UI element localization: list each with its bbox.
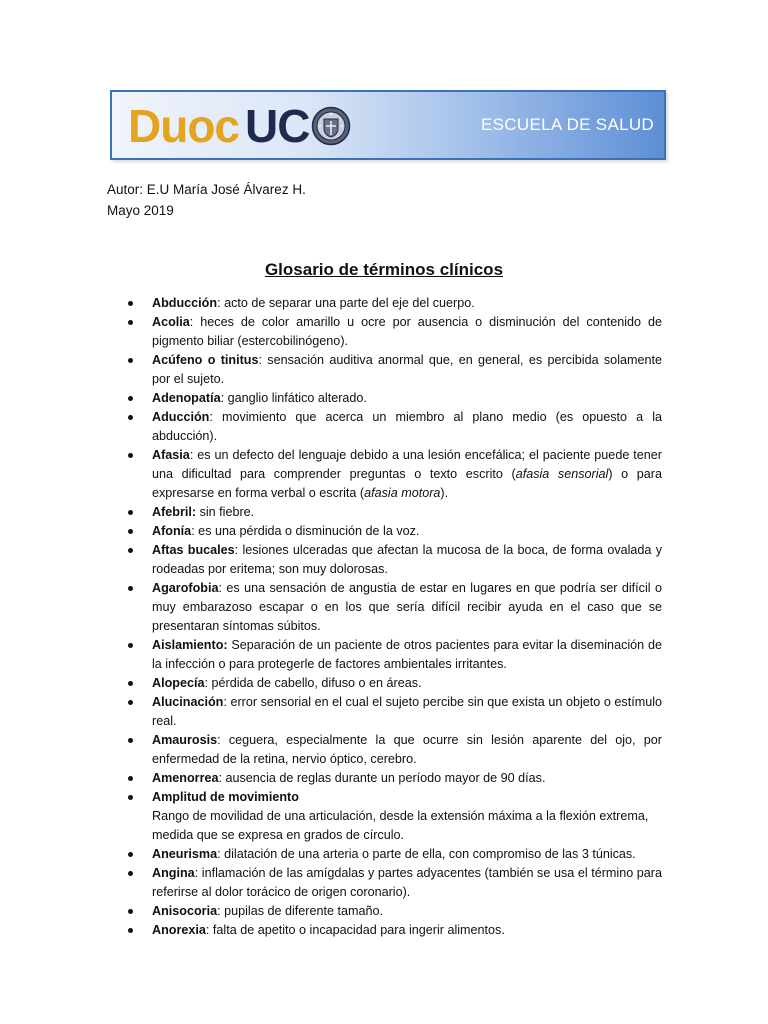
glossary-definition: : lesiones ulceradas que afectan la mucosa de la boca, de forma ovalada y rodeadas por eritema; son muy dolorosas. [152,543,663,576]
glossary-definition: : es una sensación de angustia de estar en lugares en que podría ser difícil o muy embarazoso escapar o en los que sería difícil recibir ayuda en el caso que se presentaran síntomas súbitos. [152,581,662,633]
bullet-icon [128,738,133,743]
bullet-icon [128,909,133,914]
glossary-definition: : error sensorial en el cual el sujeto percibe sin que exista un objeto o estímulo real. [152,695,662,728]
bullet-icon [128,700,133,705]
glossary-item [124,351,662,389]
glossary-definition: : falta de apetito o incapacidad para ingerir alimentos. [205,923,505,937]
logo-uc-text: UC [245,100,310,152]
bullet-icon [128,529,133,534]
glossary-definition: : sensación auditiva anormal que, en general, es percibida solamente por el sujeto. [152,353,662,386]
document-meta [107,179,306,221]
glossary-item [124,503,662,522]
bullet-icon [128,301,133,306]
bullet-icon [128,415,133,420]
glossary-item [124,446,662,503]
glossary-definition: ). [440,486,449,500]
glossary-term: Acúfeno o tinitus [152,353,259,367]
glossary-item [124,693,662,731]
bullet-icon [128,396,133,401]
bullet-icon [128,548,133,553]
glossary-definition: : ceguera, especialmente la que ocurre sin lesión aparente del ojo, por enfermedad de la retina, nervio óptico, cerebro. [152,733,662,766]
glossary-item [124,408,662,446]
bullet-icon [128,358,133,363]
glossary-item [124,864,662,902]
glossary-item [124,902,662,921]
glossary-item [124,541,662,579]
page-title: Glosario de términos clínicos [264,260,504,279]
glossary-definition: sin fiebre. [196,505,255,519]
duoc-uc-logo [128,100,351,152]
bullet-icon [128,795,133,800]
glossary-term: Amplitud de movimiento [152,790,299,804]
bullet-icon [128,510,133,515]
glossary-term: Abducción [152,296,218,310]
bullet-icon [128,852,133,857]
glossary-term: Amenorrea [152,771,219,785]
glossary-definition: : ausencia de reglas durante un período mayor de 90 días. [218,771,546,785]
glossary-term: Amaurosis [152,733,218,747]
date-line: Mayo 2019 [107,203,174,218]
glossary-definition: : acto de separar una parte del eje del cuerpo. [217,296,475,310]
glossary-term: Afebril: [152,505,197,519]
glossary-term: Afonía [152,524,192,538]
glossary-term: Aftas bucales [152,543,235,557]
glossary-definition: : pérdida de cabello, difuso o en áreas. [204,676,422,690]
header-banner [110,90,666,160]
glossary-item [124,636,662,674]
glossary-item [124,294,662,313]
glossary-definition: Rango de movilidad de una articulación, desde la extensión máxima a la flexión extrema, medida que se expresa en grados de círculo. [152,809,649,842]
glossary-term: Angina [152,866,195,880]
school-name: ESCUELA DE SALUD [481,115,654,134]
university-seal-icon [311,106,351,146]
glossary-definition: : ganglio linfático alterado. [220,391,367,405]
bullet-icon [128,586,133,591]
bullet-icon [128,681,133,686]
glossary-term: Alopecía [152,676,205,690]
glossary-term: Adenopatía [152,391,221,405]
glossary-item [124,579,662,636]
bullet-icon [128,871,133,876]
bullet-icon [128,320,133,325]
glossary-definition: ) o para expresarse en forma verbal o escrita ( [152,467,662,500]
glossary-definition: : es una pérdida o disminución de la voz. [191,524,420,538]
glossary-definition: : movimiento que acerca un miembro al plano medio (es opuesto a la abducción). [152,410,662,443]
glossary-item [124,921,662,940]
bullet-icon [128,776,133,781]
glossary-definition: Separación de un paciente de otros pacientes para evitar la diseminación de la infección o para protegerle de factores ambientales irritantes. [152,638,662,671]
bullet-icon [128,453,133,458]
glossary-item [124,845,662,864]
glossary-term: Alucinación [152,695,224,709]
glossary-term: Afasia [152,448,190,462]
glossary-term: Anorexia [152,923,206,937]
glossary-item [124,313,662,351]
glossary-definition: : heces de color amarillo u ocre por ausencia o disminución del contenido de pigmento biliar (estercobilinógeno). [152,315,662,348]
glossary-item [124,769,662,788]
glossary-term: Agarofobia [152,581,219,595]
glossary-item [124,731,662,769]
bullet-icon [128,928,133,933]
author-line: Autor: E.U María José Álvarez H. [107,182,306,197]
glossary-item [124,788,662,845]
glossary-definition: : es un defecto del lenguaje debido a una lesión encefálica; el paciente puede tener una dificultad para comprender preguntas o texto escrito ( [152,448,662,481]
glossary-emphasis: afasia sensorial [515,467,609,481]
glossary-definition: : inflamación de las amígdalas y partes adyacentes (también se usa el término para referirse al dolor torácico de origen coronario). [152,866,662,899]
glossary-definition: : pupilas de diferente tamaño. [217,904,384,918]
glossary-term: Aducción [152,410,210,424]
glossary-emphasis: afasia motora [364,486,441,500]
bullet-icon [128,643,133,648]
glossary-item [124,389,662,408]
glossary-term: Acolia [152,315,190,329]
logo-duoc-text: Duoc [128,100,239,152]
glossary-list [124,294,662,940]
glossary-term: Anisocoria [152,904,218,918]
glossary-term: Aislamiento: [152,638,228,652]
glossary-term: Aneurisma [152,847,218,861]
glossary-item [124,674,662,693]
glossary-item [124,522,662,541]
glossary-definition: : dilatación de una arteria o parte de ella, con compromiso de las 3 túnicas. [217,847,636,861]
